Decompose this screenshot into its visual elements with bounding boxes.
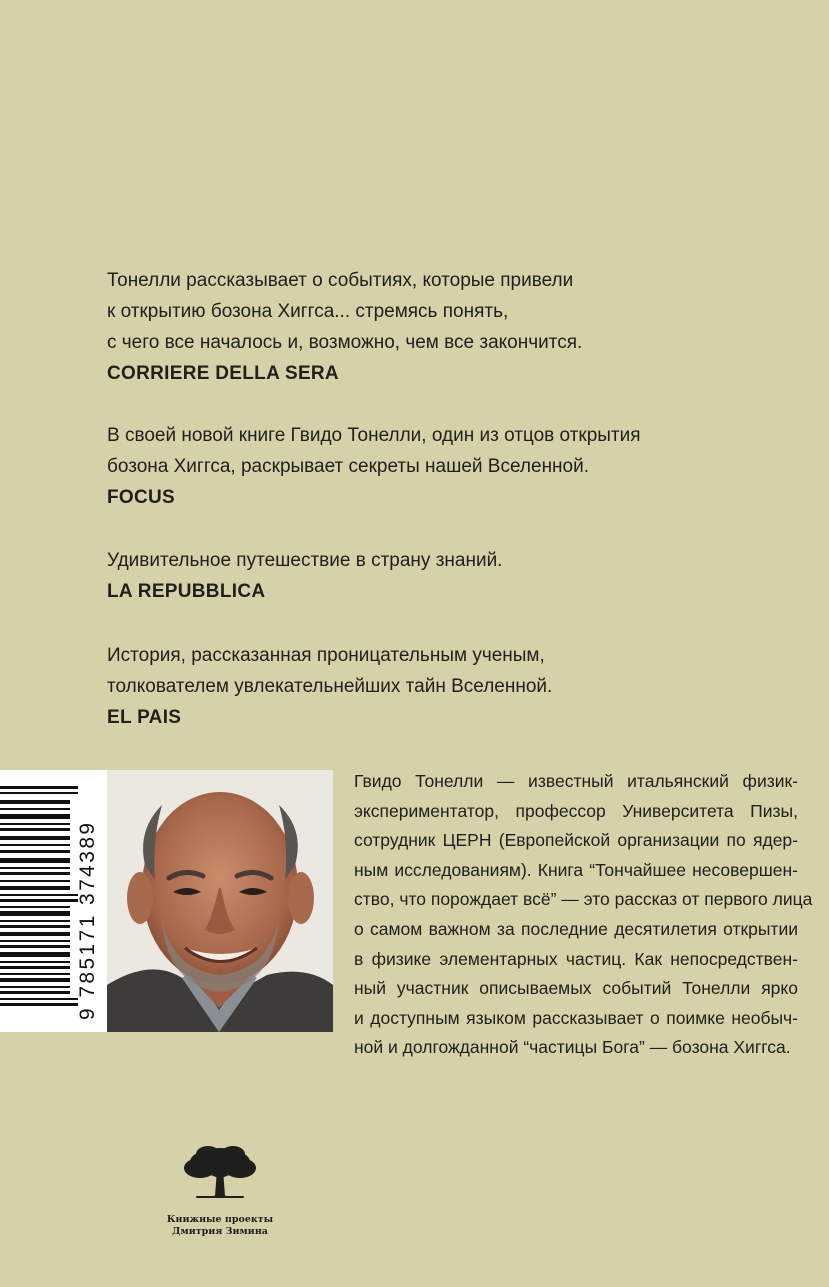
quote-line: толкователем увлекательнейших тайн Вселенной. [107, 676, 553, 697]
barcode [0, 770, 107, 1032]
author-bio [354, 767, 813, 1063]
quote-line: Тонелли рассказывает о событиях, которые привели [107, 270, 574, 291]
publisher-name-line2: Дмитрия Зимина [172, 1226, 268, 1237]
quote-elpais [107, 640, 727, 733]
bio-line: ным исследованиям). Книга “Тончайшее несовершен- [354, 859, 798, 880]
quote-source: LA REPUBBLICA [107, 581, 266, 602]
quote-focus [107, 420, 727, 513]
bio-line: о самом важном за последние десятилетия открытии [354, 918, 798, 939]
bio-line: в физике элементарных частиц. Как непосредствен- [354, 948, 798, 969]
publisher-name-line1: Книжные проекты [166, 1214, 274, 1225]
publisher-logo [150, 1140, 290, 1238]
bio-line: Гвидо Тонелли — известный итальянский физик- [354, 771, 798, 791]
quote-line: В своей новой книге Гвидо Тонелли, один из отцов открытия [107, 425, 641, 446]
author-photo [107, 770, 333, 1032]
bio-line: ный участник описываемых событий Тонелли ярко [354, 978, 798, 999]
quote-repubblica [107, 545, 727, 607]
quote-line: История, рассказанная проницательным ученым, [107, 645, 545, 666]
quote-source: FOCUS [107, 487, 175, 508]
author-portrait-icon [107, 770, 333, 1032]
bio-line: экспериментатор, профессор Университета Пизы, [354, 800, 798, 821]
quote-line: к открытию бозона Хиггса... стремясь понять, [107, 301, 509, 322]
isbn-number: 9 785171 374389 [76, 820, 99, 1020]
quote-line: с чего все началось и, возможно, чем все закончится. [107, 332, 583, 353]
quote-line: бозона Хиггса, раскрывает секреты нашей Вселенной. [107, 456, 590, 477]
quote-line: Удивительное путешествие в страну знаний. [107, 550, 503, 571]
tree-logo-icon [178, 1140, 262, 1204]
quote-source: EL PAIS [107, 707, 182, 728]
bio-line: сотрудник ЦЕРН (Европейской организации по ядер- [354, 830, 798, 851]
quote-corriere [107, 265, 727, 389]
bio-line: ство, что порождает всё” — это рассказ от первого лица [354, 889, 813, 910]
bio-line: и доступным языком рассказывает о поимке необыч- [354, 1007, 798, 1028]
quote-source: CORRIERE DELLA SERA [107, 363, 339, 384]
bio-line: ной и долгожданной “частицы Бога” — бозона Хиггса. [354, 1037, 791, 1058]
